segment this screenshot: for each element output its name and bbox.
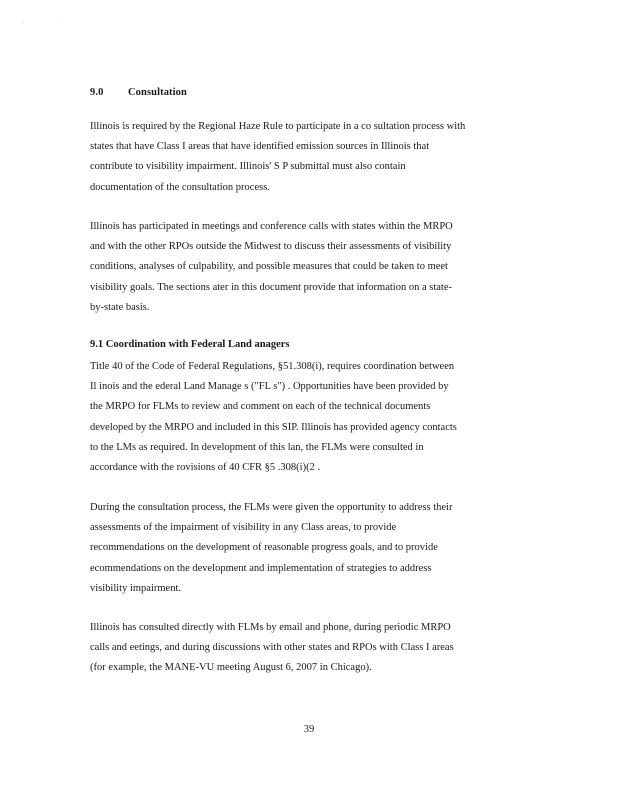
text-line: states that have Class I areas that have identified emission sources in Illinois that — [90, 141, 430, 153]
text-line: Illinois has participated in meetings and conference calls with states within the MRPO — [90, 221, 453, 232]
text-line: recommendations on the development of reasonable progress goals, and to provide — [90, 542, 438, 554]
text-line: (for example, the MANE-VU meeting August 6, 2007 in Chicago). — [90, 662, 372, 674]
text-line: and with the other RPOs outside the Midwest to discuss their assessments of visibility — [90, 241, 452, 253]
text-line: assessments of the impairment of visibility in any Class areas, to provide — [90, 522, 397, 534]
paragraph-mrpo-participation — [90, 217, 530, 318]
section-number: 9.0 — [90, 87, 104, 98]
scan-speck: · — [22, 19, 25, 27]
paragraph-consultation-process — [90, 498, 530, 599]
scan-speck: · — [58, 16, 61, 24]
text-line: visibility impairment. — [90, 582, 181, 594]
text-line: documentation of the consultation process. — [90, 181, 270, 193]
section-heading — [90, 87, 187, 98]
paragraph-consultation-requirement — [90, 117, 530, 198]
paragraph-direct-consultation — [90, 618, 530, 679]
text-line: ecommendations on the development and implementation of strategies to address — [90, 562, 432, 574]
text-line: Title 40 of the Code of Federal Regulations, §51.308(i), requires coordination between — [90, 361, 455, 372]
page-number: 39 — [303, 724, 315, 735]
text-line: Illinois has consulted directly with FLMs by email and phone, during periodic MRPO — [90, 622, 451, 633]
paragraph-flm-coordination — [90, 357, 530, 478]
text-line: the MRPO for FLMs to review and comment on each of the technical documents — [90, 401, 431, 413]
text-line: developed by the MRPO and included in this SIP. Illinois has provided agency contacts — [90, 421, 457, 433]
text-line: visibility goals. The sections ater in this document provide that information on a state- — [90, 281, 452, 293]
text-line: calls and eetings, and during discussions with other states and RPOs with Class I areas — [90, 642, 454, 654]
text-line: by-state basis. — [90, 301, 150, 313]
text-line: contribute to visibility impairment. Illinois' S P submittal must also contain — [90, 161, 406, 173]
text-line: to the LMs as required. In development of this lan, the FLMs were consulted in — [90, 441, 424, 453]
text-line: Il inois and the ederal Land Manage s ("FL s") . Opportunities have been provided by — [90, 381, 449, 393]
text-line: conditions, analyses of culpability, and possible measures that could be taken to meet — [90, 261, 448, 273]
text-line: accordance with the rovisions of 40 CFR §5 .308(i)(2 . — [90, 461, 321, 473]
text-line: During the consultation process, the FLMs were given the opportunity to address their — [90, 502, 453, 513]
text-line: Illinois is required by the Regional Haze Rule to participate in a co sultation process with — [90, 121, 466, 132]
subsection-heading: 9.1 Coordination with Federal Land anagers — [90, 339, 290, 350]
section-title: Consultation — [128, 87, 187, 98]
